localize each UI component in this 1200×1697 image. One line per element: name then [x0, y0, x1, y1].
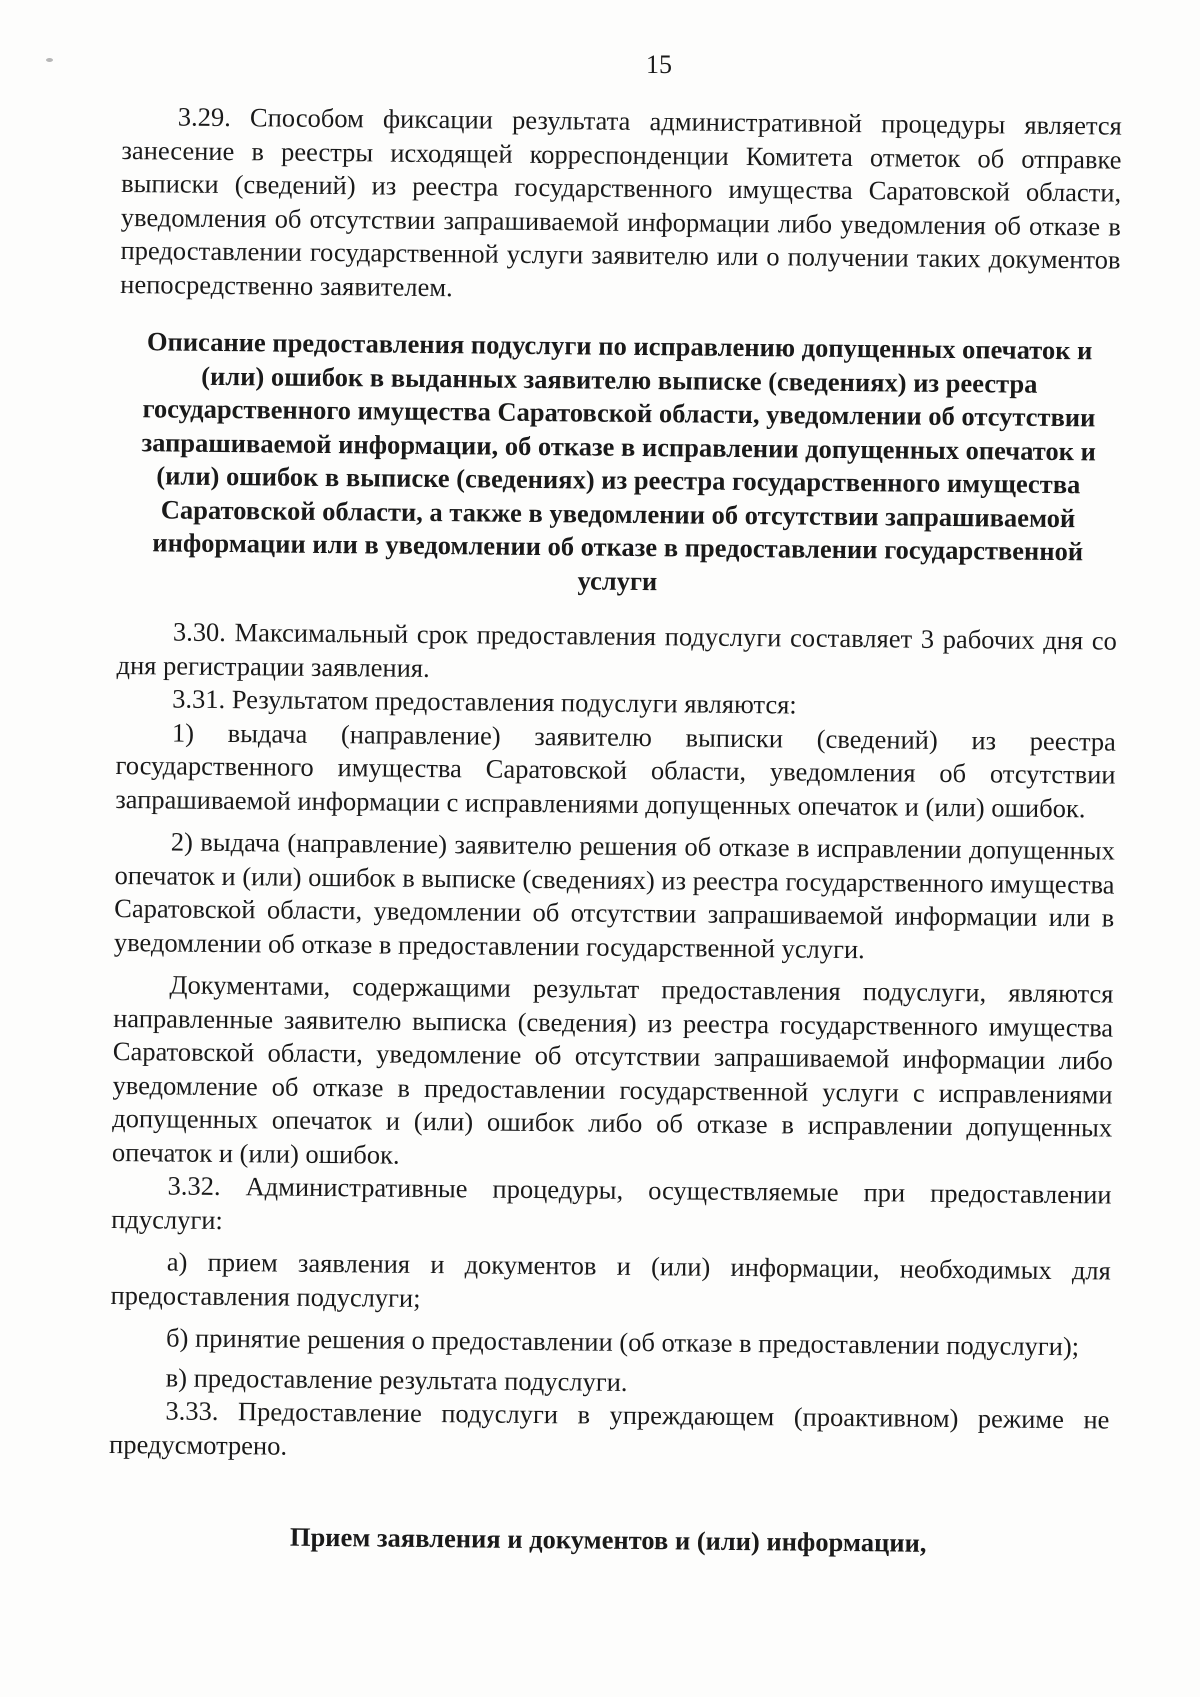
paragraph-3-31: 3.31. Результатом предоставления подуслуги являются: [172, 683, 797, 720]
paragraph-3-30: 3.30. Максимальный срок предоставления подуслуги составляет 3 рабочих дня со дня регистрации заявления. [116, 616, 1118, 683]
page-number: 15 [646, 50, 672, 79]
list-item-b: б) принятие решения о предоставлении (об отказе в предоставлении подуслуги); [165, 1322, 1080, 1362]
paragraph-3-29: 3.29. Способом фиксации результата административной процедуры является занесение в реестры исходящей корреспонденции Комитета отметок об отправке выписки (сведений) из реестра государственного имущества Саратовской области, уведомления об отсутствии запрашиваемой информации либо уведомления об отказе в предоставлении государственной услуги заявителю или о получении таких документов непосредственно заявителем. [120, 101, 1122, 302]
list-item-2: 2) выдача (направление) заявителю решения об отказе в исправлении допущенных опечаток и (или) ошибок в выписке (сведениях) из реестра государственного имущества Саратовской области, уведомлении об отсутствии запрашиваемой информации или в уведомлении об отказе в предоставлении государственной услуги. [113, 826, 1115, 964]
section-heading: Описание предоставления подуслуги по исправлению допущенных опечаток и (или) ошибок в выданных заявителю выписке (сведениях) из реестра государственного имущества Саратовской области, уведомлении об отсутствии запрашиваемой информации, об отказе в исправлении допущенных опечаток и (или) ошибок в выписке (сведениях) из реестра государственного имущества Саратовской области, а также в уведомлении об отсутствии запрашиваемой информации или в уведомлении об отказе в предоставлении государственной услуги [141, 326, 1096, 596]
list-item-a: а) прием заявления и документов и (или) информации, необходимых для предоставления подуслуги; [110, 1246, 1111, 1313]
paragraph-3-33: 3.33. Предоставление подуслуги в упреждающем (проактивном) режиме не предусмотрено. [108, 1395, 1110, 1461]
list-item-v: в) предоставление результата подуслуги. [165, 1361, 628, 1397]
bottom-heading: Прием заявления и документов и (или) информации, [289, 1521, 927, 1558]
list-item-1: 1) выдача (направление) заявителю выписки (сведений) из реестра государственного имущества Саратовской области, уведомления об отсутствии запрашиваемой информации с исправлениями допущенных опечаток и (или) ошибок. [115, 717, 1117, 823]
paragraph-3-32: 3.32. Административные процедуры, осуществляемые при предоставлении пдуслуги: [111, 1170, 1112, 1235]
paragraph-result-documents: Документами, содержащими результат предоставления подуслуги, являются направленные заявителю выписка (сведения) из реестра государственного имущества Саратовской области, уведомление об отсутствии запрашиваемой информации либо уведомление об отказе в предоставлении государственной услуги с исправлениями допущенных опечаток и (или) ошибок либо об отказе в исправлении допущенных опечаток и (или) ошибок. [111, 969, 1114, 1170]
document-body [108, 100, 1122, 1562]
